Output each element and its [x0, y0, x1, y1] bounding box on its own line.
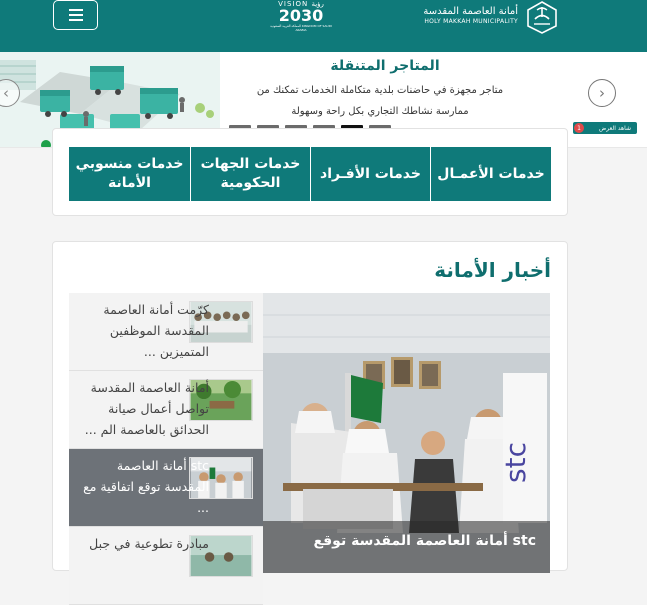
municipality-logo[interactable] — [408, 0, 563, 34]
service-employees-button[interactable] — [69, 147, 190, 201]
show-badge-number: 1 — [574, 123, 584, 133]
vision-2030-logo — [270, 0, 332, 34]
status-dot — [41, 140, 51, 148]
show-presentation-label: شاهد العرض — [598, 124, 631, 132]
news-item[interactable] — [69, 293, 263, 371]
service-label: خدمات الأفـراد — [320, 165, 421, 182]
service-label: خدمات الجهات الحكومية — [200, 156, 301, 191]
news-list — [69, 293, 263, 573]
municipality-name-ar: أمانة العاصمة المقدسة — [423, 6, 518, 17]
service-label: خدمات الأعمـال — [437, 165, 545, 182]
service-label: خدمات منسوبي الأمانة — [75, 156, 184, 191]
hamburger-icon — [69, 9, 83, 21]
service-individuals-button[interactable] — [311, 147, 430, 201]
news-item-text: كرّمت أمانة العاصمة المقدسة الموظفين المتميزين ... — [103, 302, 209, 359]
menu-button[interactable] — [53, 0, 98, 30]
news-item-active[interactable] — [69, 449, 263, 527]
services-panel — [52, 128, 568, 216]
arrow-circle-right-icon: › — [599, 84, 605, 102]
featured-news[interactable] — [263, 293, 550, 573]
hero-description: متاجر مجهزة في حاضنات بلدية متكاملة الخدمات تمكنك من ممارسة نشاطك التجاري بكل راحة وسهولة — [256, 85, 504, 117]
vision-sub-text: المملكة العربية السعودية KINGDOM OF SAUDI ARABIA — [270, 24, 332, 32]
municipality-name-en: HOLY MAKKAH MUNICIPALITY — [424, 18, 518, 25]
saudi-emblem-icon — [524, 0, 560, 34]
news-section — [52, 241, 568, 571]
news-item-text: أمانة العاصمة المقدسة تواصل أعمال صيانة الحدائق بالعاصمة الم ... — [84, 380, 209, 437]
featured-news-caption: stc أمانة العاصمة المقدسة توقع — [263, 521, 550, 573]
news-item[interactable] — [69, 371, 263, 449]
service-business-button[interactable] — [431, 147, 551, 201]
svg-text:stc: stc — [499, 442, 532, 483]
news-item-text: stc أمانة العاصمة المقدسة توقع اتفاقية مع ... — [83, 458, 209, 515]
news-section-title: أخبار الأمانة — [434, 258, 551, 282]
next-slide-button[interactable] — [588, 79, 616, 107]
top-bar — [0, 0, 647, 52]
arrow-circle-left-icon: ‹ — [3, 84, 9, 102]
news-item-text: مبادرة تطوعية في جبل — [89, 536, 209, 551]
vision-year: 2030 — [278, 6, 324, 25]
vision-top-text: VISION رؤية — [278, 0, 324, 8]
hero-title: المتاجر المتنقلة — [330, 58, 440, 74]
service-government-button[interactable] — [191, 147, 310, 201]
show-presentation-button[interactable] — [573, 122, 637, 134]
news-item[interactable] — [69, 527, 263, 605]
